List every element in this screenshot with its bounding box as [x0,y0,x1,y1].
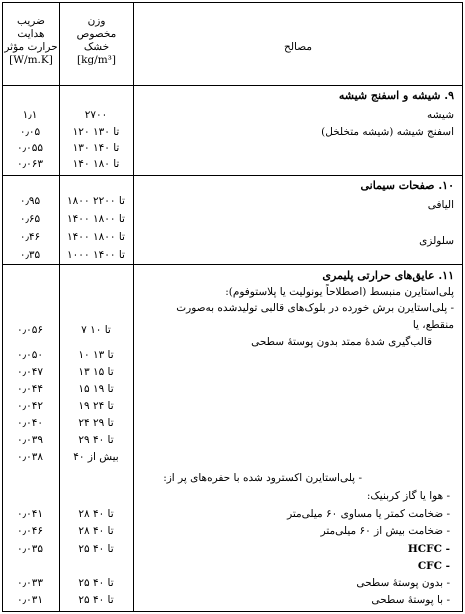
header-text: وزن [87,15,106,27]
header-divider [3,85,462,86]
conductivity-value: ۰٫۰۳۵ [17,543,43,555]
header-text: خشک [83,41,110,53]
density-value: ۲۵ تا ۴۰ [78,543,114,555]
description-line: - با پوستهٔ سطحی [371,594,450,606]
density-value: ۱۴۰ تا ۱۸۰ [72,158,120,170]
density-header [60,15,133,67]
density-value: ۲۴ تا ۲۹ [78,417,114,429]
description-line: - ضخامت بیش از ۶۰ میلی‌متر [320,525,450,537]
density-value: ۲۹ تا ۴۰ [78,434,114,446]
conductivity-value: ۰٫۳۵ [19,249,41,261]
density-value: ۱۴۰۰ تا ۱۸۰۰ [67,231,125,243]
header-text: هدایت [17,28,45,40]
conductivity-value: ۰٫۰۴۰ [17,417,43,429]
density-value: ۲۸ تا ۴۰ [78,525,114,537]
header-unit: [kg/m³] [77,54,116,66]
density-value: ۲۵ تا ۴۰ [78,577,114,589]
conductivity-value: ۱٫۱ [22,109,38,121]
density-value: ۱۰۰۰ تا ۱۴۰۰ [67,249,125,261]
section-title: ۹. شیشه و اسفنج شیشه [338,89,454,102]
section-divider [3,175,462,176]
material-label: اسفنج شیشه (شیشه متخلخل) [321,126,454,138]
material-label: سلولزی [419,235,454,247]
density-value: ۷ تا ۱۰ [81,324,111,336]
description-line: - بدون پوستهٔ سطحی [356,577,450,589]
material-label: شیشه [427,109,454,121]
materials-table [2,2,463,612]
description-line: قالب‌گیری شدهٔ ممتد بدون پوستهٔ سطحی [251,336,432,348]
conductivity-value: ۰٫۰۳۹ [17,434,43,446]
conductivity-value: ۰٫۴۶ [19,231,41,243]
conductivity-value: ۰٫۰۴۲ [17,400,43,412]
density-value: ۱۸۰۰ تا ۲۲۰۰ [67,195,125,207]
conductivity-value: ۰٫۶۵ [19,213,41,225]
conductivity-value: ۰٫۰۵۶ [17,324,43,336]
description-line: منقطع، یا [412,319,454,331]
column-divider [133,3,134,611]
density-value: ۱۳۰ تا ۱۴۰ [72,142,120,154]
conductivity-header [3,15,59,67]
density-value: ۱۳ تا ۱۵ [78,366,114,378]
description-line: - ضخامت کمتر یا مساوی ۶۰ میلی‌متر [287,508,450,520]
section-title: ۱۰. صفحات سیمانی [360,179,454,192]
density-value: ۲۵ تا ۴۰ [78,594,114,606]
conductivity-value: ۰٫۰۴۷ [17,366,43,378]
conductivity-value: ۰٫۰۳۱ [17,594,43,606]
section-title: ۱۱. عایق‌های حرارتی پلیمری [322,269,454,282]
description-line: پلی‌استایرن منبسط (اصطلاحاً یونولیت یا پلاستوفوم): [225,286,454,298]
conductivity-value: ۰٫۰۵۵ [17,142,43,154]
gas-label: CFC - [417,560,450,572]
description-line: - پلی‌استایرن برش خورده در بلوک‌های قالبی تولیدشده به‌صورت [176,302,454,314]
density-value: ۱۵ تا ۱۹ [78,383,114,395]
density-value: ۱۴۰۰ تا ۱۸۰۰ [67,213,125,225]
conductivity-value: ۰٫۰۴۶ [17,525,43,537]
conductivity-value: ۰٫۰۴۴ [17,383,43,395]
density-value: ۲۷۰۰ [84,109,108,121]
conductivity-value: ۰٫۰۵ [19,126,41,138]
conductivity-value: ۰٫۹۵ [19,195,41,207]
column-divider [59,3,60,611]
header-text: حرارت مؤثر [4,41,58,53]
header-text: مخصوص [76,28,117,40]
section-divider [3,264,462,265]
conductivity-value: ۰٫۰۶۳ [17,158,43,170]
description-line: - هوا یا گاز کربنیک: [366,490,450,502]
conductivity-value: ۰٫۰۳۳ [17,577,43,589]
conductivity-value: ۰٫۰۵۰ [17,349,43,361]
header-text: ضریب [17,15,45,27]
gas-label: HCFC - [407,543,450,555]
density-value: ۲۸ تا ۴۰ [78,508,114,520]
density-value: ۱۹ تا ۲۴ [78,400,114,412]
material-label: الیافی [427,199,454,211]
density-value: ۱۲۰ تا ۱۳۰ [72,126,120,138]
conductivity-value: ۰٫۰۳۸ [17,451,43,463]
header-unit: [W/m.K] [9,54,53,66]
description-line: - پلی‌استایرن اکسترود شده با حفره‌های پر از: [163,472,362,484]
density-value: بیش از ۴۰ [73,451,119,463]
conductivity-value: ۰٫۰۴۱ [17,508,43,520]
density-value: ۱۰ تا ۱۳ [78,349,114,361]
material-header: مصالح [284,41,312,53]
